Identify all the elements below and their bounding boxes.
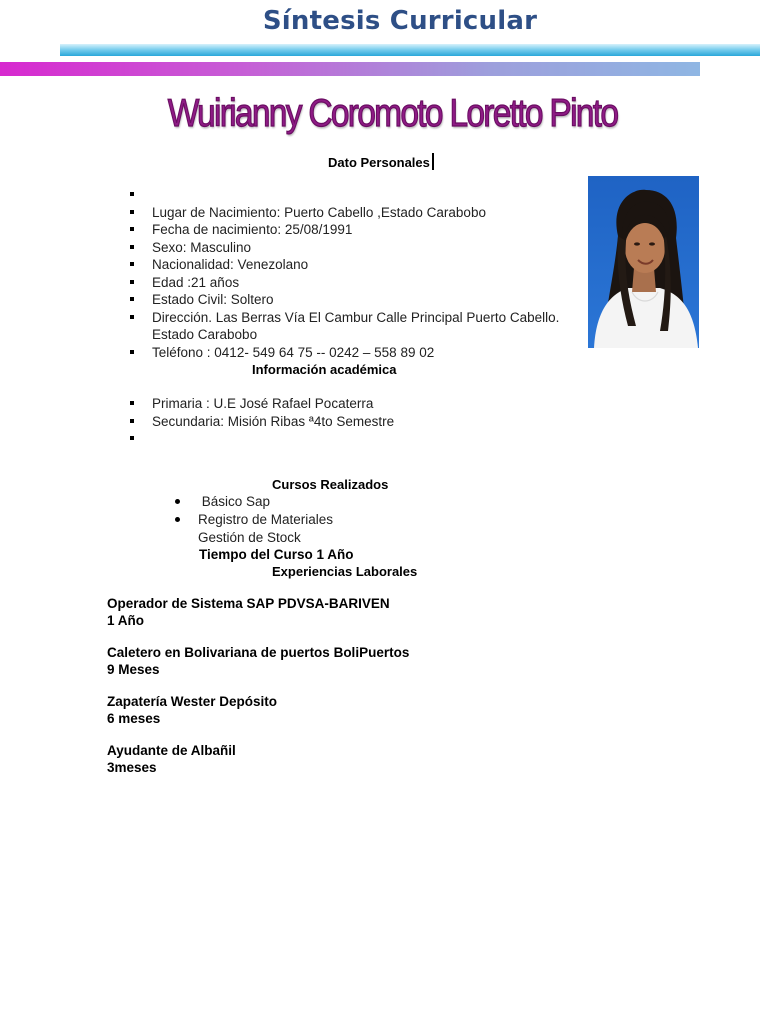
list-item: Sexo: Masculino — [130, 239, 590, 257]
list-item: Registro de Materiales — [174, 511, 474, 529]
document-title: Síntesis Curricular — [262, 6, 538, 36]
bullet-icon — [130, 192, 134, 196]
course-duration: Tiempo del Curso 1 Año — [199, 547, 354, 562]
list-item — [130, 186, 590, 204]
list-item: Estado Civil: Soltero — [130, 291, 590, 309]
portrait-photo-icon — [588, 176, 699, 348]
list-item: Edad :21 años — [130, 274, 590, 292]
job-title: Caletero en Bolivariana de puertos BoliPuertos — [107, 645, 410, 660]
list-item: Teléfono : 0412- 549 64 75 -- 0242 – 558 89 02 — [130, 344, 590, 362]
header-blue-bar — [60, 44, 760, 56]
bullet-icon — [130, 210, 134, 214]
bullet-icon — [130, 227, 134, 231]
course-continuation: Gestión de Stock — [198, 530, 301, 545]
list-item: Dirección. Las Berras Vía El Cambur Calle Principal Puerto Cabello. Estado Carabobo — [130, 309, 590, 344]
job-title: Ayudante de Albañil — [107, 743, 236, 758]
experience-heading: Experiencias Laborales — [272, 564, 418, 579]
candidate-name: Wuirianny Coromoto Loretto Pinto — [167, 92, 618, 135]
courses-heading: Cursos Realizados — [272, 477, 389, 492]
bullet-icon — [130, 280, 134, 284]
bullet-icon — [130, 350, 134, 354]
job-duration: 3meses — [107, 759, 157, 775]
bullet-icon — [130, 419, 134, 423]
personal-data-list — [130, 186, 590, 361]
job-duration: 6 meses — [107, 710, 161, 726]
job-title: Operador de Sistema SAP PDVSA-BARIVEN — [107, 596, 390, 611]
academic-list — [130, 395, 590, 448]
bullet-icon — [130, 401, 134, 405]
personal-data-heading-text: Dato Personales — [328, 155, 430, 170]
academic-heading: Información académica — [252, 362, 397, 377]
bullet-icon — [130, 436, 134, 440]
profile-photo — [588, 176, 699, 348]
bullet-icon — [130, 315, 134, 319]
list-item: Nacionalidad: Venezolano — [130, 256, 590, 274]
list-item: Primaria : U.E José Rafael Pocaterra — [130, 395, 590, 413]
job-entry — [107, 596, 390, 629]
header-gradient-bar — [0, 62, 700, 76]
bullet-icon — [130, 297, 134, 301]
list-item — [130, 430, 590, 448]
list-item: Secundaria: Misión Ribas ª4to Semestre — [130, 413, 590, 431]
personal-data-heading — [328, 153, 434, 170]
bullet-icon — [175, 517, 180, 522]
list-item: Lugar de Nacimiento: Puerto Cabello ,Estado Carabobo — [130, 204, 590, 222]
job-entry — [107, 694, 277, 727]
bullet-icon — [130, 262, 134, 266]
job-duration: 9 Meses — [107, 661, 160, 677]
list-item: Fecha de nacimiento: 25/08/1991 — [130, 221, 590, 239]
bullet-icon — [175, 499, 180, 504]
bullet-icon — [130, 245, 134, 249]
job-entry — [107, 743, 236, 776]
courses-list — [174, 493, 474, 529]
job-entry — [107, 645, 409, 678]
list-item: Básico Sap — [174, 493, 474, 511]
address-continuation: Estado Carabobo — [152, 327, 258, 342]
text-cursor — [432, 153, 434, 170]
job-title: Zapatería Wester Depósito — [107, 694, 278, 709]
job-duration: 1 Año — [107, 612, 144, 628]
